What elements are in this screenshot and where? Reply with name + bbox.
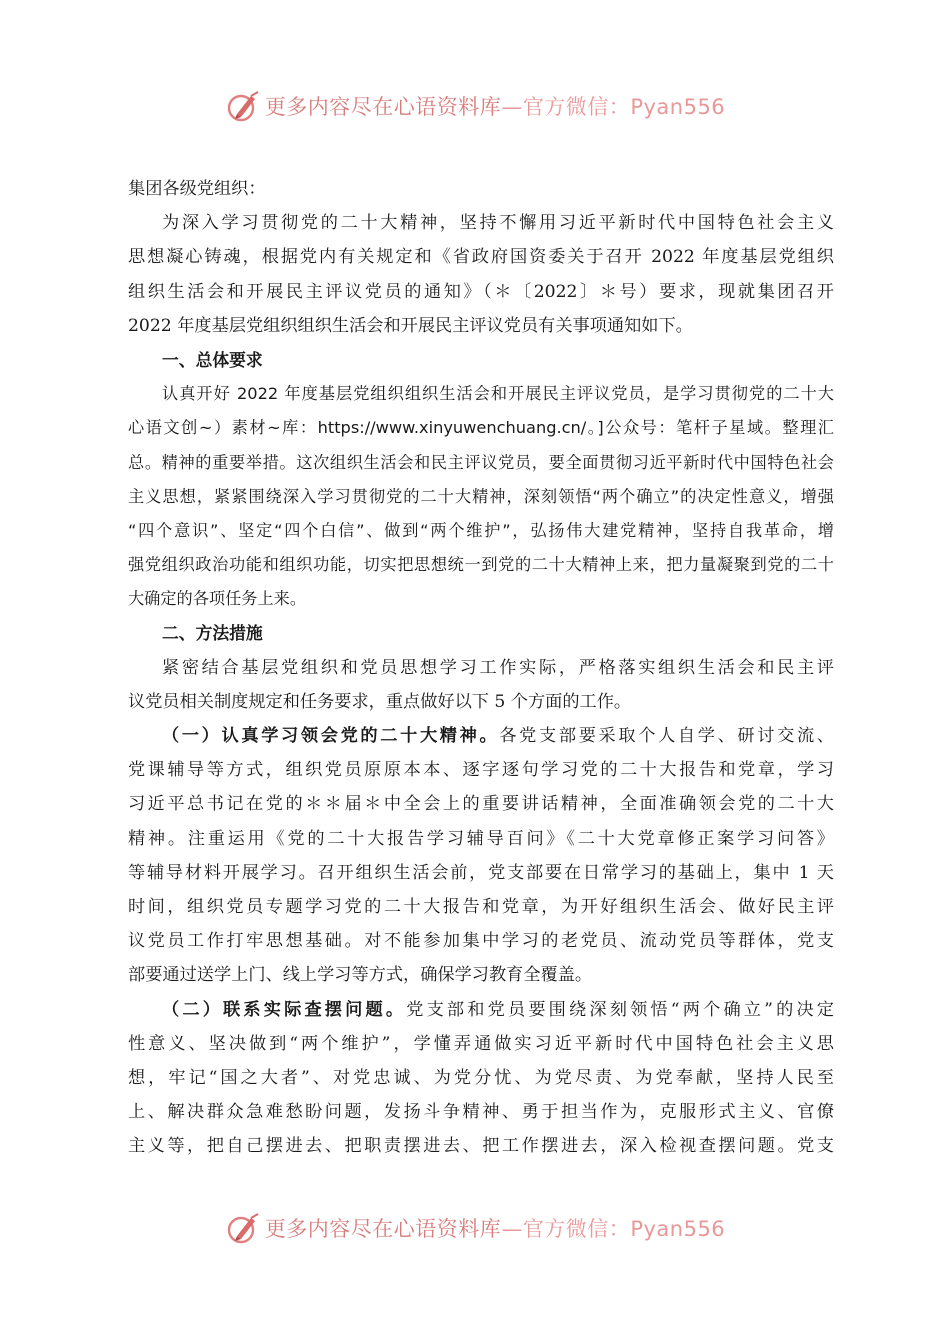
salutation: 集团各级党组织： — [128, 179, 266, 199]
watermark-dash: — — [501, 95, 523, 119]
section-heading-methods: 二、方法措施 — [162, 623, 263, 644]
section2-intro-line: 紧密结合基层党组织和党员思想学习工作实际，严格落实组织生活会和民主评 — [162, 657, 834, 678]
intro-line: 2022 年度基层党组织组织生活会和开展民主评议党员有关事项通知如下。 — [128, 315, 693, 336]
item2-title: （二）联系实际查摆问题。 — [162, 999, 407, 1020]
item2-first-rest: 党支部和党员要围绕深刻领悟“两个确立”的决定 — [406, 999, 834, 1020]
item1-first-line — [128, 719, 834, 753]
item1-line: 精神。注重运用《党的二十大报告学习辅导百问》《二十大党章修正案学习问答》 — [128, 828, 834, 849]
watermark-main: 更多内容尽在心语资料库 — [264, 95, 502, 119]
item2-line: 性意义、坚决做到“两个维护”，学懂弄通做实习近平新时代中国特色社会主义思 — [128, 1033, 834, 1054]
section1-line: 大确定的各项任务上来。 — [128, 589, 307, 609]
watermark-wechat: 官方微信： — [522, 95, 631, 119]
watermark-dash: — — [501, 1217, 523, 1241]
pen-nib-circle-icon — [225, 88, 261, 124]
watermark-banner-bottom — [0, 1208, 950, 1248]
item1-line: 等辅导材料开展学习。召开组织生活会前，党支部要在日常学习的基础上，集中 1 天 — [128, 862, 834, 883]
section1-line: “四个意识”、坚定“四个白信”、做到“两个维护”，弘扬伟大建党精神，坚持自我革命，增 — [128, 520, 834, 540]
section1-line: 强党组织政治功能和组织功能，切实把思想统一到党的二十大精神上来，把力量凝聚到党的二十 — [128, 555, 834, 575]
item1-line: 议党员工作打牢思想基础。对不能参加集中学习的老党员、流动党员等群体，党支 — [128, 931, 834, 952]
item1-line: 时间，组织党员专题学习党的二十大报告和党章，为开好组织生活会、做好民主评 — [128, 896, 834, 917]
watermark-banner-top — [0, 86, 950, 126]
section1-line: 主义思想，紧紧围绕深入学习贯彻党的二十大精神，深刻领悟“两个确立”的决定性意义，增强 — [128, 486, 834, 506]
item1-line: 部要通过送学上门、线上学习等方式，确保学习教育全覆盖。 — [128, 965, 593, 986]
section1-line: 认真开好 2022 年度基层党组织组织生活会和开展民主评议党员，是学习贯彻党的二十大 — [162, 384, 834, 404]
pen-nib-circle-icon — [225, 1210, 261, 1246]
intro-line: 思想凝心铸魂，根据党内有关规定和《省政府国资委关于召开 2022 年度基层党组织 — [128, 247, 834, 268]
item1-line: 党课辅导等方式，组织党员原原本本、逐字逐句学习党的二十大报告和党章，学习 — [128, 760, 834, 781]
watermark-main: 更多内容尽在心语资料库 — [264, 1217, 502, 1241]
item2-first-line — [128, 993, 834, 1027]
watermark-id: Pyan556 — [630, 95, 726, 119]
item2-line: 主义等，把自己摆进去、把职责摆进去、把工作摆进去，深入检视查摆问题。党支 — [128, 1136, 834, 1157]
section1-line: 总。精神的重要举措。这次组织生活会和民主评议党员，要全面贯彻习近平新时代中国特色社会 — [128, 452, 834, 472]
watermark-text — [265, 1213, 725, 1243]
document-body — [128, 172, 834, 1163]
item1-title: （一）认真学习领会党的二十大精神。 — [162, 726, 500, 746]
section2-intro-line: 议党员相关制度规定和任务要求，重点做好以下 5 个方面的工作。 — [128, 691, 632, 712]
item2-line: 上、解决群众急难愁盼问题，发扬斗争精神、勇于担当作为，克服形式主义、官僚 — [128, 1102, 834, 1123]
intro-line: 组织生活会和开展民主评议党员的通知》（＊〔2022〕＊号）要求，现就集团召开 — [128, 281, 834, 302]
section-heading-general-requirements: 一、总体要求 — [162, 349, 263, 370]
section1-line: 心语文创~）素材~库：https://www.xinyuwenchuang.cn/。]公众号：笔杆子星域。整理汇 — [128, 418, 834, 438]
item2-line: 想，牢记“国之大者”、对党忠诚、为党分忧、为党尽责、为党奉献，坚持人民至 — [128, 1067, 834, 1088]
item1-first-rest: 各党支部要采取个人自学、研讨交流、 — [499, 726, 834, 746]
intro-line: 为深入学习贯彻党的二十大精神，坚持不懈用习近平新时代中国特色社会主义 — [162, 213, 834, 234]
watermark-text — [265, 91, 725, 121]
watermark-wechat: 官方微信： — [522, 1217, 631, 1241]
watermark-id: Pyan556 — [630, 1217, 726, 1241]
item1-line: 习近平总书记在党的＊＊届＊中全会上的重要讲话精神，全面准确领会党的二十大 — [128, 794, 834, 815]
